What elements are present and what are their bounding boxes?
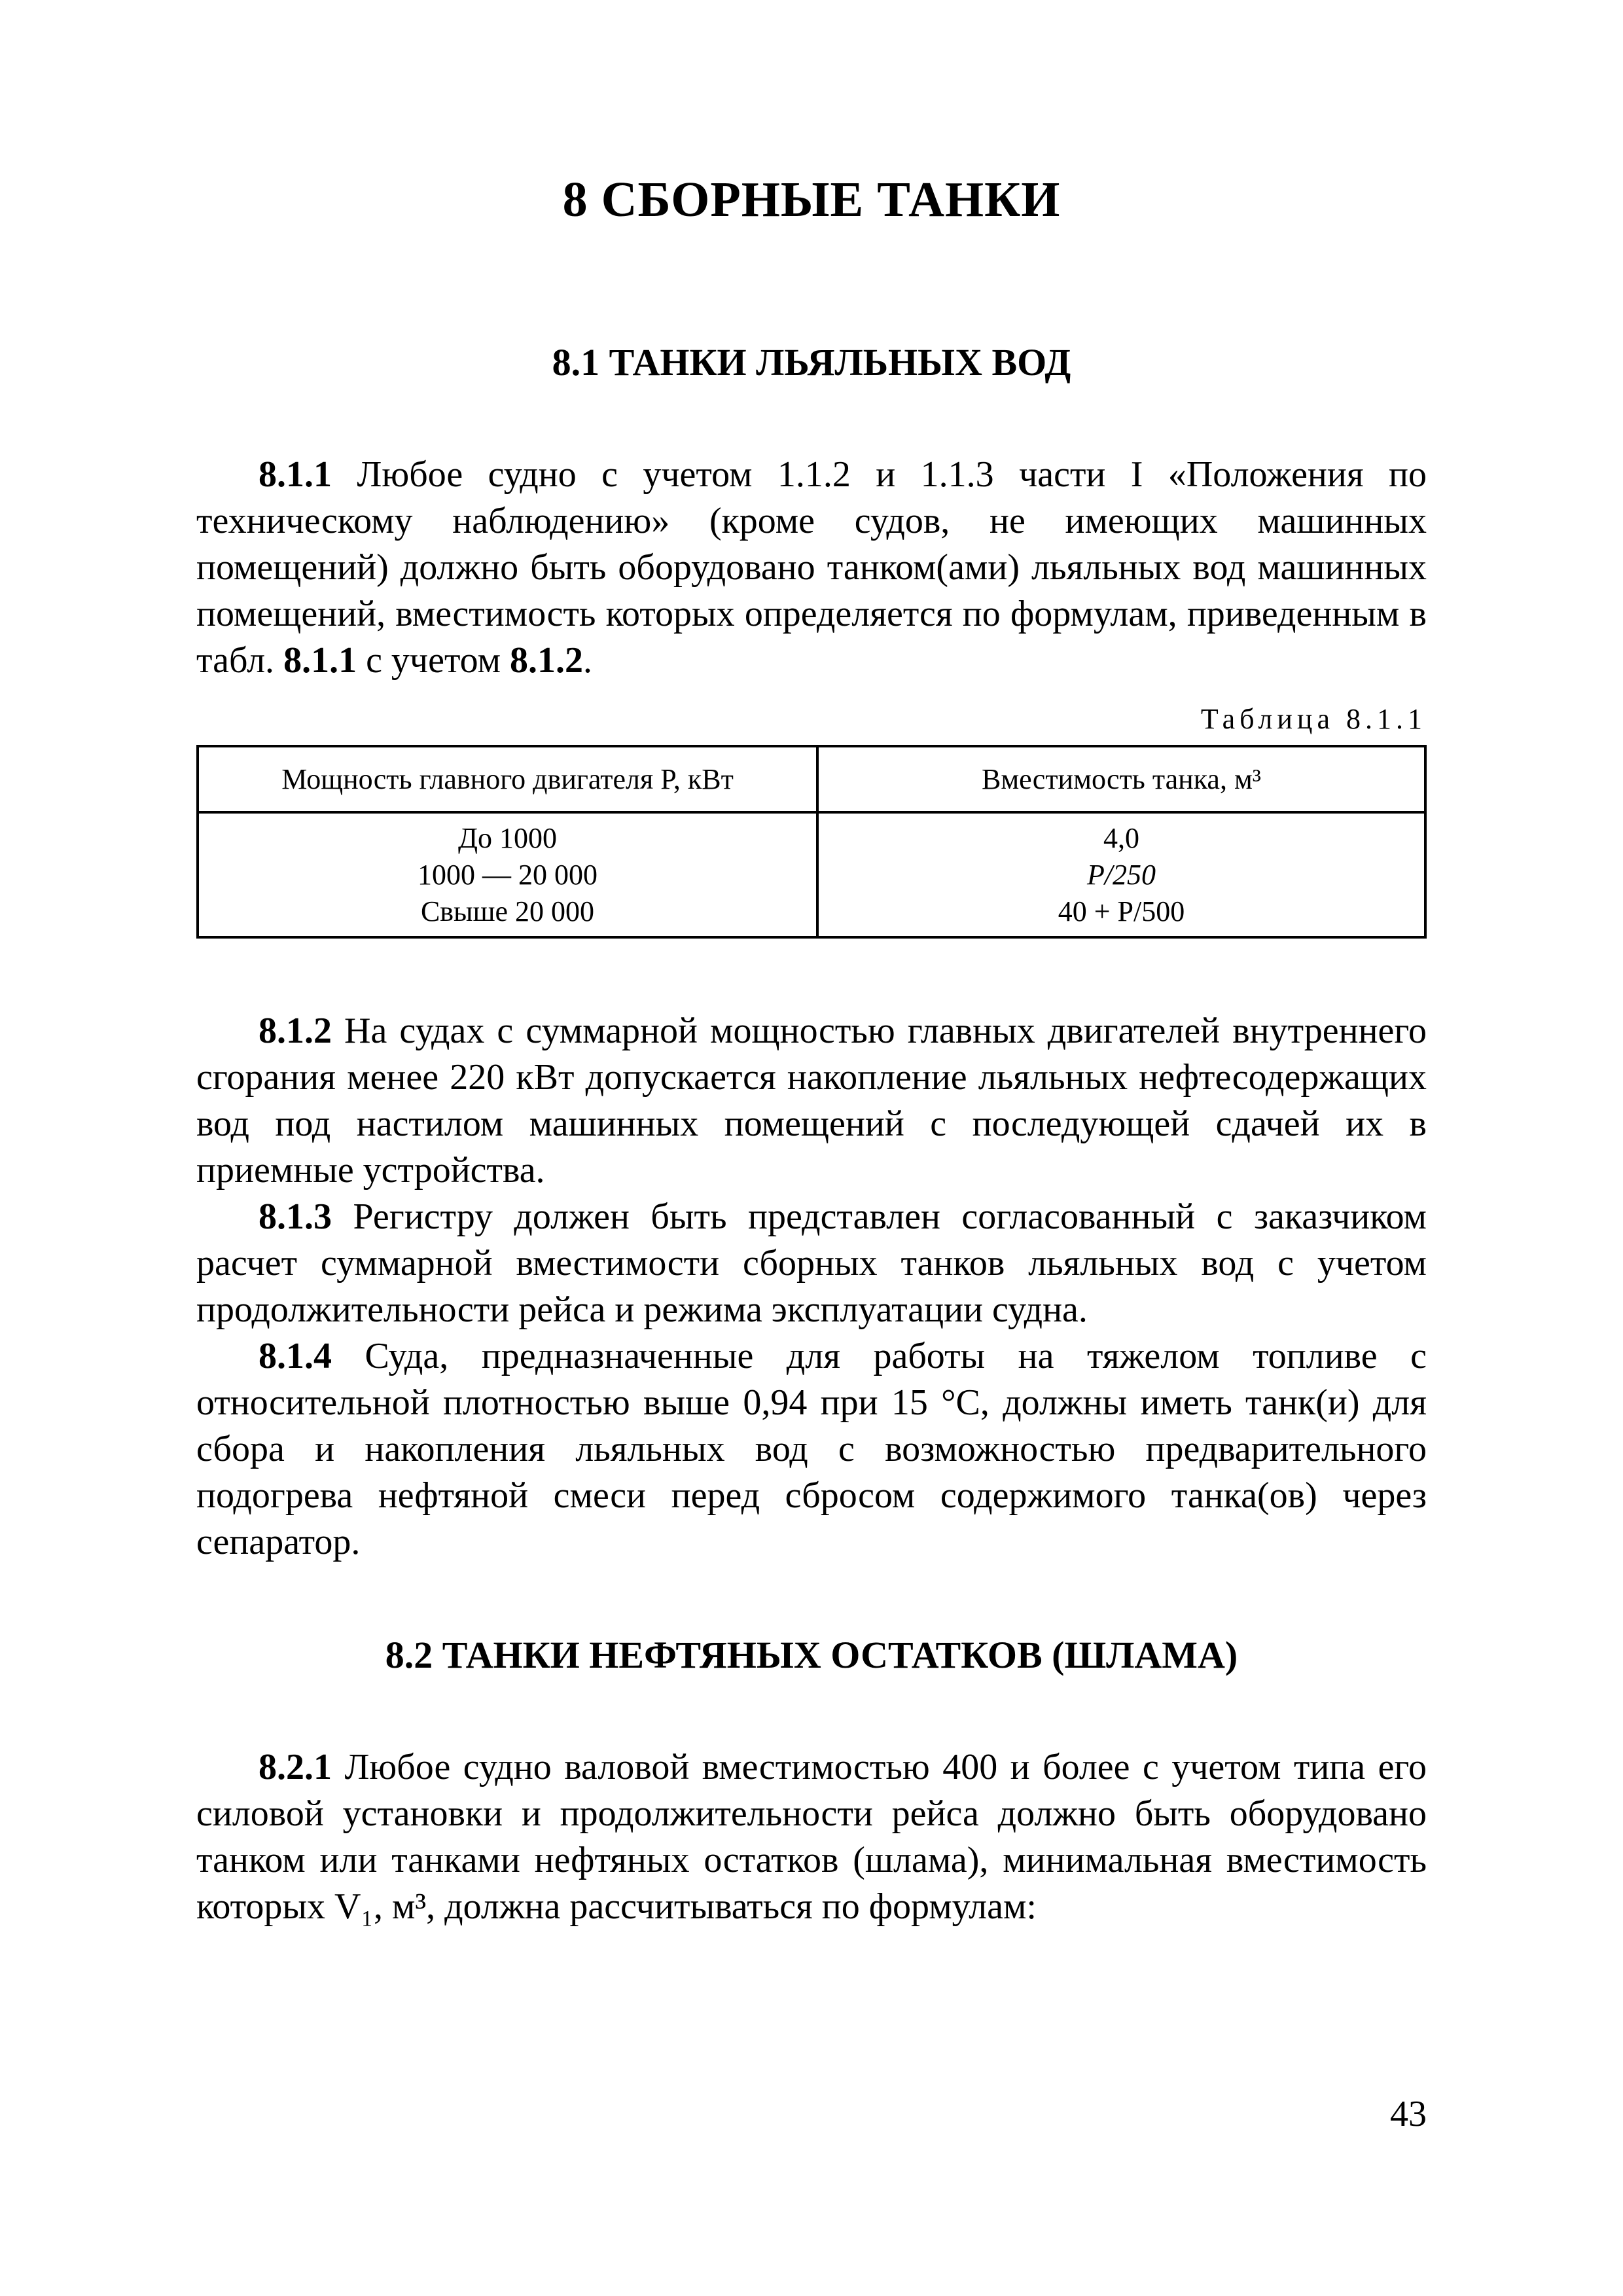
section-title-8-2: 8.2 ТАНКИ НЕФТЯНЫХ ОСТАТКОВ (ШЛАМА) [385,1634,1238,1676]
clause-text: . [583,640,593,681]
table-cell-power [198,812,817,937]
paragraph-8-1-1 [196,452,1427,684]
document-page [196,0,1427,2296]
clause-text: Регистру должен быть представлен согласованный с заказчиком расчет суммарной вместимости сборных танков льяльных вод с учетом продолжительности рейса и режима эксплуатации судна. [196,1196,1427,1330]
capacity-formula: 40 + P/500 [1058,895,1185,927]
clause-text: Любое судно валовой вместимостью 400 и более с учетом типа его силовой установки и продолжительности рейса должно быть оборудовано танком или танками нефтяных остатков (шлама), минимальная вместимость которых V₁, м³, должна рассчитываться по формулам: [196,1747,1427,1927]
page-number: 43 [1390,2094,1427,2134]
table-header-power: Мощность главного двигателя P, кВт [198,746,817,812]
table-row [198,812,1425,937]
paragraph-8-1-2-to-8-1-4 [196,1008,1427,1566]
power-range: Свыше 20 000 [420,895,595,927]
table-cell-capacity [817,812,1425,937]
power-range: До 1000 [457,821,557,854]
clause-number: 8.1.1 [259,454,332,495]
table-header-capacity: Вместимость танка, м³ [817,746,1425,812]
clause-text: с учетом [357,640,510,681]
clause-number: 8.1.2 [259,1011,332,1051]
paragraph-8-1-4 [196,1333,1427,1566]
capacity-formula: P/250 [1086,858,1156,891]
clause-text: Любое судно с учетом 1.1.2 и 1.1.3 части I «Положения по техническому наблюдению» (кроме судов, не имеющих машинных помещений) должно быть оборудовано танком(ами) льяльных вод машинных помещений, вместимость которых определяется по формулам, приведенным в табл. [196,454,1427,681]
clause-text: На судах с суммарной мощностью главных двигателей внутреннего сгорания менее 220 кВт допускается накопление льяльных нефтесодержащих вод под настилом машинных помещений с последующей сдачей их в приемные устройства. [196,1011,1427,1191]
clause-number: 8.1.4 [259,1336,332,1376]
table-caption: Таблица 8.1.1 [1200,703,1427,735]
table-header-row [198,746,1425,812]
clause-reference: 8.1.1 [283,640,357,681]
clause-number: 8.2.1 [259,1747,332,1787]
clause-text: Суда, предназначенные для работы на тяжелом топливе с относительной плотностью выше 0,94 при 15 °С, должны иметь танк(и) для сбора и накопления льяльных вод с возможностью предварительного подогрева нефтяной смеси перед сбросом содержимого танка(ов) через сепаратор. [196,1336,1427,1562]
paragraph-8-2-1 [196,1744,1427,1930]
clause-reference: 8.1.2 [510,640,584,681]
paragraph-8-1-3 [196,1194,1427,1333]
section-title-8-1: 8.1 ТАНКИ ЛЬЯЛЬНЫХ ВОД [552,341,1071,384]
clause-number: 8.1.3 [259,1196,332,1237]
capacity-table [196,745,1427,939]
power-range: 1000 — 20 000 [418,858,597,891]
capacity-formula: 4,0 [1103,821,1139,854]
paragraph-8-1-2 [196,1008,1427,1194]
chapter-title: 8 СБОРНЫЕ ТАНКИ [562,172,1061,227]
